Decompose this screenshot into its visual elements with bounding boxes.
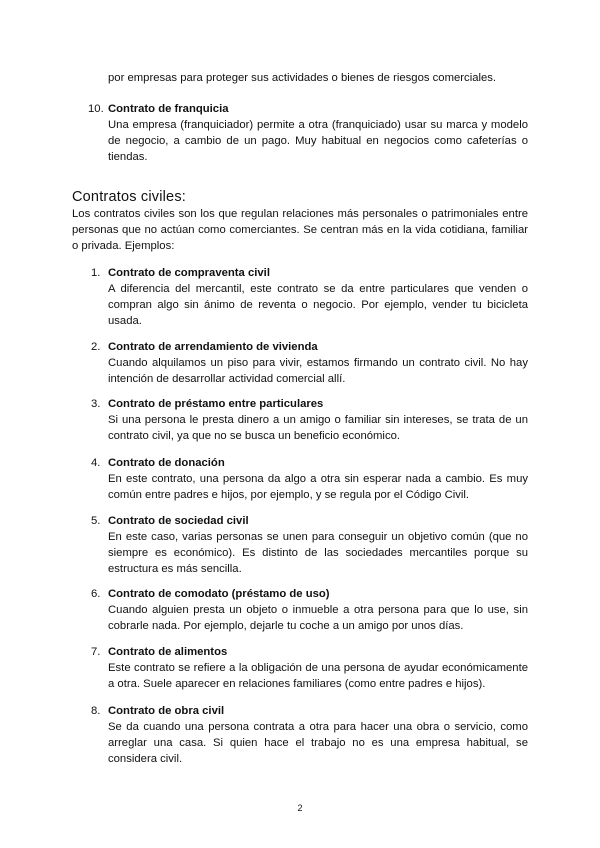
- item-number: 7.: [91, 646, 101, 658]
- item-title: Contrato de alimentos: [108, 646, 228, 658]
- section-heading: Contratos civiles:: [72, 189, 186, 205]
- item-number: 1.: [91, 267, 101, 279]
- section-intro: Los contratos civiles son los que regulan relaciones más personales o patrimoniales entre personas que no actúan como comerciantes. Se centran más en la vida cotidiana, familiar o privada. Ejemplos:: [72, 208, 528, 252]
- item-body: Se da cuando una persona contrata a otra para hacer una obra o servicio, como arreglar una casa. Si quien hace el trabajo no es una empresa habitual, se considera civil.: [108, 721, 528, 765]
- item-number: 6.: [91, 588, 101, 600]
- item-title: Contrato de comodato (préstamo de uso): [108, 588, 330, 600]
- item-number: 2.: [91, 341, 101, 353]
- item-title: Contrato de arrendamiento de vivienda: [108, 341, 318, 353]
- item-body: Si una persona le presta dinero a un amigo o familiar sin intereses, se trata de un contrato civil, ya que no se busca un beneficio económico.: [108, 414, 528, 442]
- item-title: Contrato de compraventa civil: [108, 267, 270, 279]
- item-body: Una empresa (franquiciador) permite a otra (franquiciado) usar su marca y modelo de negocio, a cambio de un pago. Muy habitual en negocios como cafeterías o tiendas.: [108, 119, 528, 163]
- item-title: Contrato de sociedad civil: [108, 515, 249, 527]
- item-number: 3.: [91, 398, 101, 410]
- item-body: A diferencia del mercantil, este contrato se da entre particulares que venden o compran algo sin ánimo de reventa o negocio. Por ejemplo, vender tu bicicleta usada.: [108, 283, 528, 327]
- item-title: Contrato de préstamo entre particulares: [108, 398, 324, 410]
- item-title: Contrato de obra civil: [108, 705, 225, 717]
- item-body: En este caso, varias personas se unen para conseguir un objetivo común (que no siempre es económico). Es distinto de las sociedades mercantiles porque su estructura es más sencilla.: [108, 531, 528, 575]
- item-number: 4.: [91, 457, 101, 469]
- item-body: Este contrato se refiere a la obligación de una persona de ayudar económicamente a otra. Suele aparecer en relaciones familiares (como entre padres e hijos).: [108, 662, 528, 690]
- item-body: En este contrato, una persona da algo a otra sin esperar nada a cambio. Es muy común entre padres e hijos, por ejemplo, y se regula por el Código Civil.: [108, 473, 528, 501]
- item-title: Contrato de donación: [108, 457, 225, 469]
- item-number: 8.: [91, 705, 101, 717]
- item-body: Cuando alguien presta un objeto o inmueble a otra persona para que lo use, sin cobrarle nada. Por ejemplo, dejarle tu coche a un amigo por unos días.: [108, 604, 528, 632]
- item-number: 10.: [88, 103, 104, 115]
- item-title: Contrato de franquicia: [108, 103, 229, 115]
- continuation-paragraph: por empresas para proteger sus actividades o bienes de riesgos comerciales.: [108, 72, 497, 84]
- page-number: 2: [297, 803, 303, 813]
- item-number: 5.: [91, 515, 101, 527]
- item-body: Cuando alquilamos un piso para vivir, estamos firmando un contrato civil. No hay intención de desarrollar actividad comercial allí.: [108, 357, 528, 385]
